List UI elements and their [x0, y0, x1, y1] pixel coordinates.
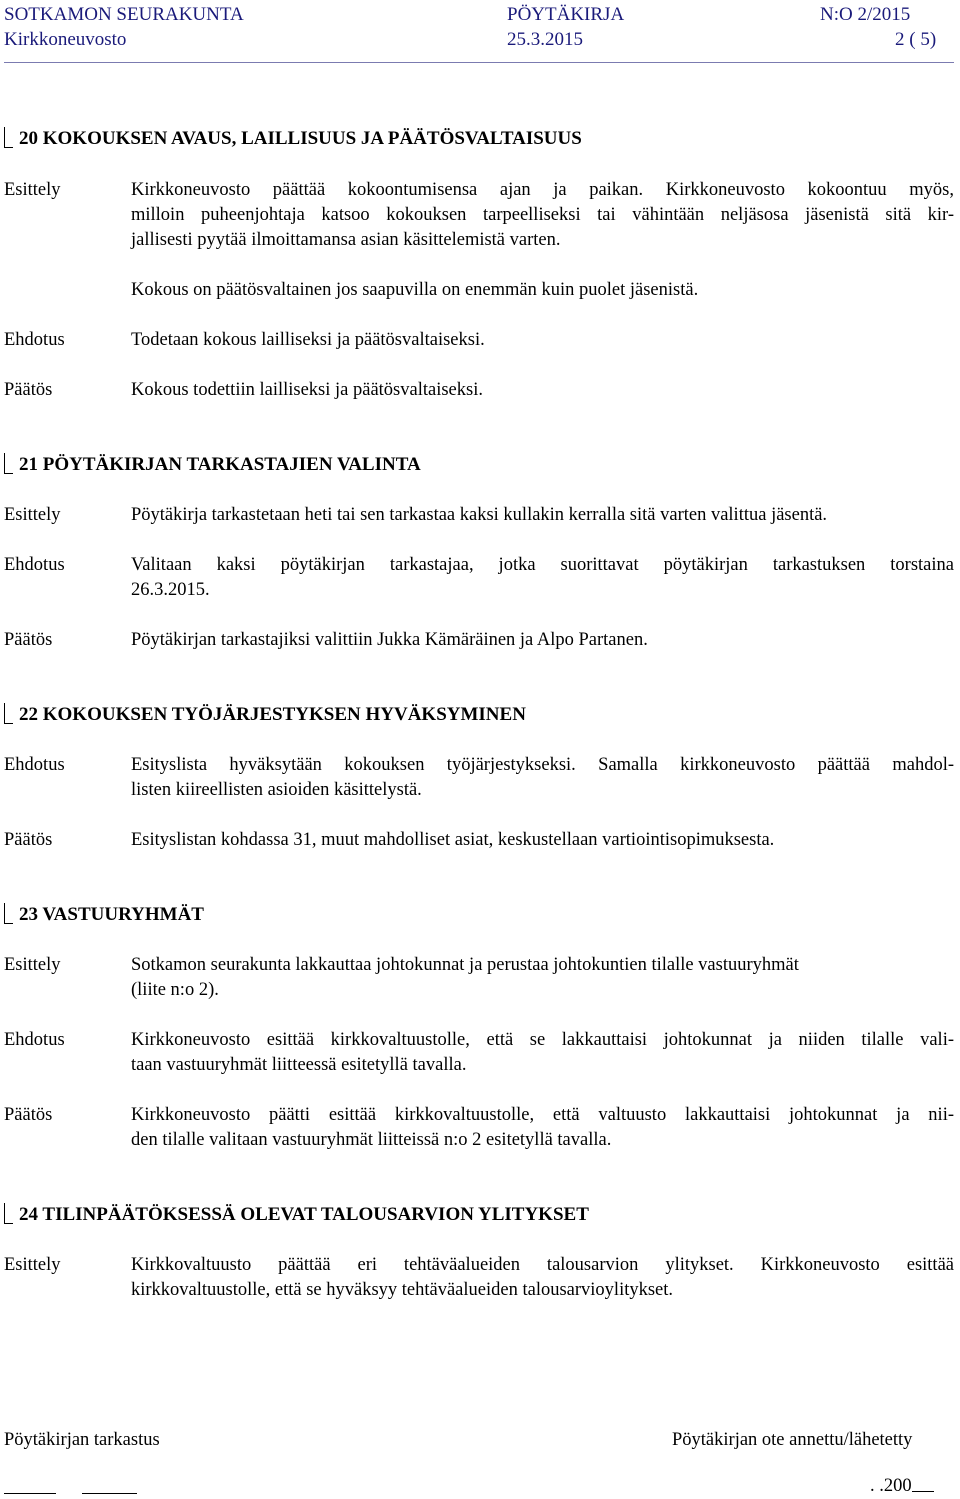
footer-extract-label: Pöytäkirjan ote annettu/lähetetty — [672, 1430, 913, 1450]
item-label: Päätös — [4, 830, 53, 850]
item-label: Esittely — [4, 955, 61, 975]
header-date: 25.3.2015 — [507, 29, 583, 50]
header-page: 2 ( 5) — [895, 29, 937, 50]
header-body: Kirkkoneuvosto — [4, 29, 127, 50]
section-mark-icon — [4, 127, 13, 148]
item-text: Kirkkoneuvosto esittää kirkkovaltuustolle, että se lakkauttaisi johtokunnat ja niiden tilalle vali- taan vastuuryhmät liitteessä esitetyllä tavalla. — [131, 1030, 954, 1075]
section-mark-icon — [4, 903, 13, 924]
item-text: Esityslistan kohdassa 31, muut mahdolliset asiat, keskustellaan vartiointisopimuksesta. — [131, 830, 775, 850]
item-text: Todetaan kokous lailliseksi ja päätösvaltaiseksi. — [131, 330, 485, 350]
item-text: Pöytäkirja tarkastetaan heti tai sen tarkastaa kaksi kullakin kerralla sitä varten valittua jäsentä. — [131, 505, 828, 525]
item-text: Pöytäkirjan tarkastajiksi valittiin Jukka Kämäräinen ja Alpo Partanen. — [131, 630, 648, 650]
section-mark-icon — [4, 1203, 13, 1224]
section-mark-icon — [4, 703, 13, 724]
item-label: Ehdotus — [4, 1030, 65, 1050]
item-text: Esityslista hyväksytään kokouksen työjärjestykseksi. Samalla kirkkoneuvosto päättää mahdol- listen kiireellisten asioiden käsittelystä. — [131, 755, 954, 800]
item-text: Kokous todettiin lailliseksi ja päätösvaltaiseksi. — [131, 380, 483, 400]
header-divider — [4, 62, 954, 63]
item-label: Päätös — [4, 1105, 53, 1125]
section-mark-icon — [4, 453, 13, 474]
item-text: Sotkamon seurakunta lakkauttaa johtokunnat ja perustaa johtokuntien tilalle vastuuryhmät (liite n:o 2). — [131, 955, 799, 1000]
item-text: Kirkkoneuvosto päätti esittää kirkkovaltuustolle, että valtuusto lakkauttaisi johtokunnat ja nii- den tilalle valitaan vastuuryhmät liitteissä n:o 2 esitetyllä tavalla. — [131, 1105, 954, 1150]
item-label: Esittely — [4, 180, 61, 200]
signature-line — [4, 1493, 56, 1494]
item-text: Kirkkovaltuusto päättää eri tehtäväalueiden talousarvion ylitykset. Kirkkoneuvosto esittää kirkkovaltuustolle, että se hyväksyy tehtäväalueiden talousarvioylitykset. — [131, 1255, 954, 1300]
item-text: Valitaan kaksi pöytäkirjan tarkastajaa, jotka suorittavat pöytäkirjan tarkastuksen torstaina 26.3.2015. — [131, 555, 954, 600]
item-text: Kirkkoneuvosto päättää kokoontumisensa ajan ja paikan. Kirkkoneuvosto kokoontuu myös, milloin puheenjohtaja katsoo kokouksen tarpeelliseksi tai vähintään neljäsosa jäsenistä sitä kir- jallisesti pyytää ilmoittamansa asian käsittelemistä varten. — [131, 180, 954, 250]
header-doc-no: N:O 2/2015 — [820, 4, 911, 25]
item-label: Ehdotus — [4, 555, 65, 575]
date-blank — [912, 1475, 934, 1492]
section-title: 22 KOKOUKSEN TYÖJÄRJESTYKSEN HYVÄKSYMINEN — [4, 703, 526, 727]
footer-inspection-label: Pöytäkirjan tarkastus — [4, 1430, 160, 1450]
item-label: Päätös — [4, 380, 53, 400]
section-title: 23 VASTUURYHMÄT — [4, 903, 204, 927]
item-label: Päätös — [4, 630, 53, 650]
item-text: Kokous on päätösvaltainen jos saapuvilla on enemmän kuin puolet jäsenistä. — [131, 280, 699, 300]
header-doc-type: PÖYTÄKIRJA — [507, 4, 625, 25]
section-title: 21 PÖYTÄKIRJAN TARKASTAJIEN VALINTA — [4, 453, 421, 477]
item-label: Ehdotus — [4, 755, 65, 775]
signature-line — [82, 1493, 137, 1494]
item-label: Esittely — [4, 505, 61, 525]
item-label: Esittely — [4, 1255, 61, 1275]
section-title: 20 KOKOUKSEN AVAUS, LAILLISUUS JA PÄÄTÖSVALTAISUUS — [4, 127, 582, 151]
header-org: SOTKAMON SEURAKUNTA — [4, 4, 244, 25]
footer-date-field: . .200 — [870, 1474, 956, 1499]
item-label: Ehdotus — [4, 330, 65, 350]
section-title: 24 TILINPÄÄTÖKSESSÄ OLEVAT TALOUSARVION YLITYKSET — [4, 1203, 589, 1227]
